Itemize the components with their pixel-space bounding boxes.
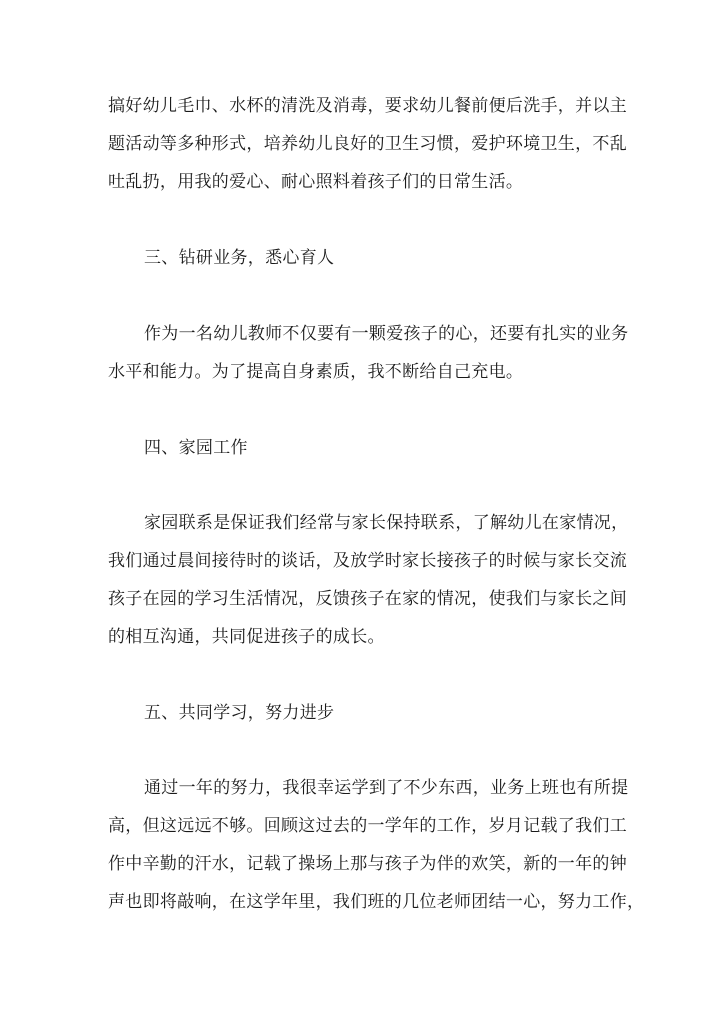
paragraph-line: 我们通过晨间接待时的谈话，及放学时家长接孩子的时候与家长交流 [108, 551, 627, 571]
paragraph-line: 的相互沟通，共同促进孩子的成长。 [108, 627, 385, 647]
paragraph-line: 家园联系是保证我们经常与家长保持联系，了解幼儿在家情况， [144, 513, 629, 533]
paragraph-line: 吐乱扔，用我的爱心、耐心照料着孩子们的日常生活。 [108, 172, 524, 192]
paragraph-line: 高，但这远远不够。回顾这过去的一学年的工作，岁月记载了我们工 [108, 816, 627, 836]
section-heading: 五、共同学习，努力进步 [144, 703, 335, 723]
paragraph-line: 作为一名幼儿教师不仅要有一颗爱孩子的心，还要有扎实的业务 [144, 324, 629, 344]
paragraph-line: 题活动等多种形式，培养幼儿良好的卫生习惯，爱护环境卫生，不乱 [108, 134, 627, 154]
paragraph-line: 水平和能力。为了提高自身素质，我不断给自己充电。 [108, 362, 524, 382]
paragraph-line: 通过一年的努力，我很幸运学到了不少东西，业务上班也有所提 [144, 778, 629, 798]
section-heading: 四、家园工作 [144, 438, 248, 458]
paragraph-line: 作中辛勤的汗水，记载了操场上那与孩子为伴的欢笑，新的一年的钟 [108, 854, 627, 874]
section-heading: 三、钻研业务，悉心育人 [144, 248, 335, 268]
paragraph-line: 搞好幼儿毛巾、水杯的清洗及消毒，要求幼儿餐前便后洗手，并以主 [108, 96, 627, 116]
paragraph-line: 孩子在园的学习生活情况，反馈孩子在家的情况，使我们与家长之间 [108, 589, 627, 609]
paragraph-line: 声也即将敲响，在这学年里，我们班的几位老师团结一心，努力工作， [108, 892, 645, 912]
